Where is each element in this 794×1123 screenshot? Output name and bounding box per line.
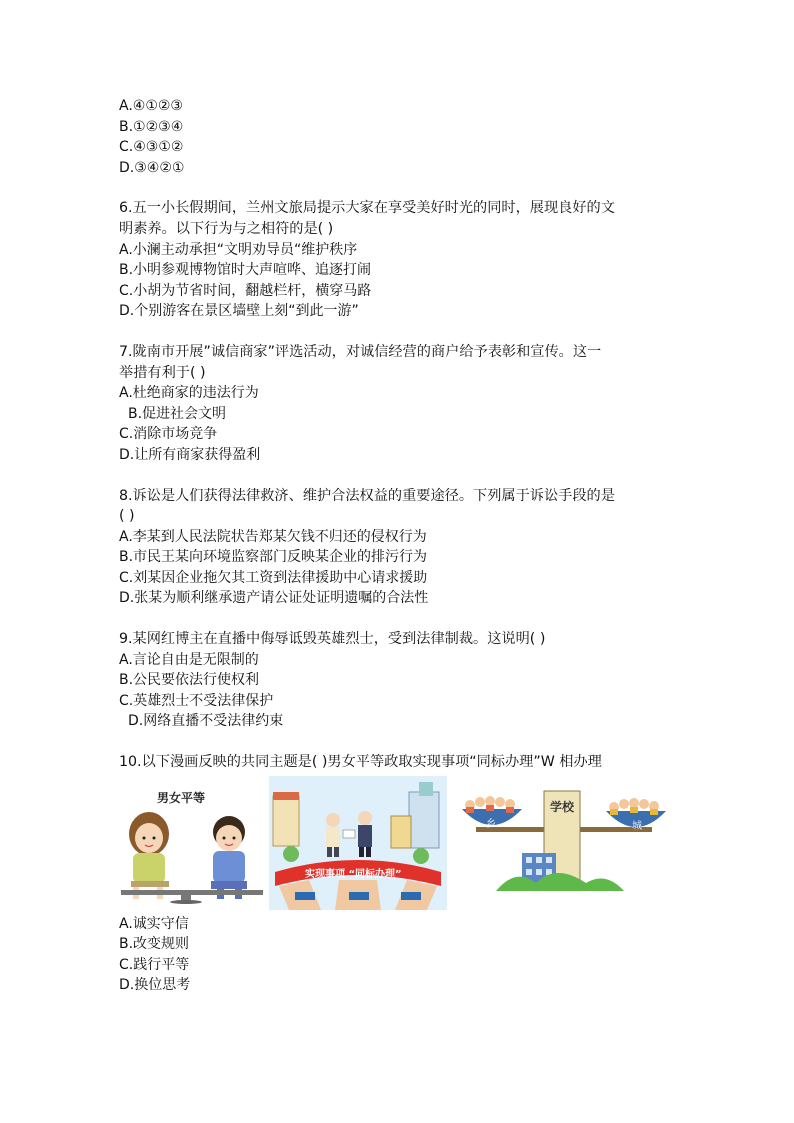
q8-option-a: A.李某到人民法院状告郑某欠钱不归还的侵权行为 [119, 528, 427, 545]
q7-stem-line-1: 7.陇南市开展”诚信商家”评选活动，对诚信经营的商户给予表彰和宣传。这一 [119, 343, 602, 360]
q6-option-a: A.小澜主动承担“文明劝导员“维护秩序 [119, 241, 358, 258]
q9-option-c: C.英雄烈士不受法律保护 [119, 692, 274, 709]
q7-stem-line-2: 举措有利于( ) [119, 364, 206, 381]
q5-option-b: B.①②③④ [119, 118, 184, 135]
q5-option-d: D.③④②① [119, 159, 185, 176]
q10-option-d: D.换位思考 [119, 977, 191, 994]
cartoon-3-right-label: 城 [632, 820, 642, 832]
question-7 [119, 342, 679, 466]
q6-stem-line-2: 明素养。以下行为与之相符的是( ) [119, 220, 334, 237]
question-10 [119, 752, 679, 996]
q9-option-b: B.公民要依法行使权利 [119, 672, 260, 689]
question-9 [119, 629, 679, 732]
q6-stem-line-1: 6.五一小长假期间，兰州文旅局提示大家在享受美好时光的同时，展现良好的文 [119, 200, 615, 217]
question-8 [119, 486, 679, 610]
q9-stem: 9.某网红博主在直播中侮辱诋毁英雄烈士，受到法律制裁。这说明( ) [119, 631, 546, 648]
q7-option-c: C.消除市场竞争 [119, 426, 218, 443]
q6-option-c: C.小胡为节省时间，翻越栏杆，横穿马路 [119, 282, 372, 299]
q7-option-a: A.杜绝商家的违法行为 [119, 385, 259, 402]
q6-option-d: D.个别游客在景区墙壁上刻“到此一游” [119, 303, 359, 320]
q9-option-d: D.网络直播不受法律约束 [128, 713, 284, 730]
cartoon-1-caption: 男女平等 [157, 790, 206, 805]
q10-option-b: B.改变规则 [119, 936, 190, 953]
q7-option-d: D.让所有商家获得盈利 [119, 446, 261, 463]
q5-option-a: A.④①②③ [119, 98, 183, 114]
q8-stem-line-2: ( ) [119, 508, 135, 525]
exam-page [119, 96, 679, 996]
q8-option-d: D.张某为顺利继承遗产请公证处证明遗嘱的合法性 [119, 590, 429, 607]
cartoon-education-balance [456, 783, 670, 898]
q7-option-b: B.促进社会文明 [128, 405, 227, 422]
cartoon-2-banner: 实现事项 “同标办理” [305, 868, 402, 880]
question-6 [119, 198, 679, 322]
q8-option-c: C.刘某因企业拖欠其工资到法律援助中心请求援助 [119, 569, 428, 586]
question-5-options [119, 96, 679, 178]
cartoon-3-sign: 学校 [550, 799, 575, 814]
q10-stem: 10.以下漫画反映的共同主题是( )男女平等政取实现事项“同标办理”W 相办理 [119, 754, 602, 771]
cartoon-3-left-label: 乡 [486, 818, 496, 830]
q10-option-c: C.践行平等 [119, 956, 190, 973]
q6-option-b: B.小明参观博物馆时大声喧哗、追逐打闹 [119, 262, 372, 279]
q5-option-c: C.④③①② [119, 139, 184, 156]
q9-option-a: A.言论自由是无限制的 [119, 651, 259, 668]
cartoon-gender-equality [119, 786, 265, 904]
q10-cartoons [119, 776, 679, 912]
q10-option-a: A.诚实守信 [119, 915, 189, 932]
q8-option-b: B.市民王某向环境监察部门反映某企业的排污行为 [119, 549, 428, 566]
q8-stem-line-1: 8.诉讼是人们获得法律救济、维护合法权益的重要途径。下列属于诉讼手段的是 [119, 487, 615, 504]
cartoon-same-standard [269, 776, 447, 910]
